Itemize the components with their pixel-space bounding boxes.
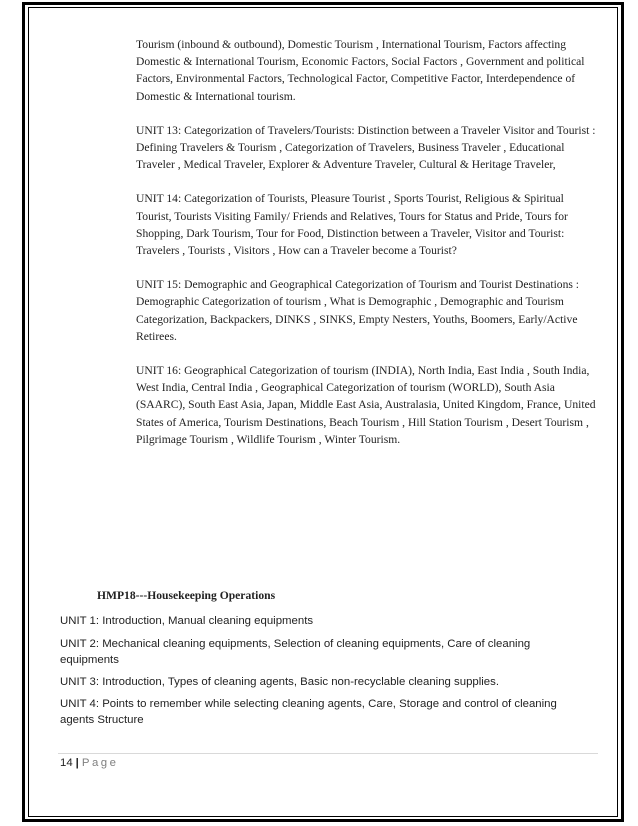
page-footer	[60, 757, 118, 769]
tourism-syllabus-block	[136, 36, 596, 448]
housekeeping-heading: HMP18---Housekeeping Operations	[97, 589, 276, 602]
page-number: 14	[60, 757, 73, 769]
unit-13-paragraph: UNIT 13: Categorization of Travelers/Tourists: Distinction between a Traveler Visitor and Tourist : Defining Travelers & Tourism , Categorization of Travelers, Business Traveler , Educational Traveler , Medical Traveler, Explorer & Adventure Traveler, Cultural & Heritage Traveler,	[136, 123, 596, 172]
housekeeping-unit-3: UNIT 3: Introduction, Types of cleaning agents, Basic non-recyclable cleaning supplies.	[60, 676, 500, 688]
unit-15-paragraph: UNIT 15: Demographic and Geographical Categorization of Tourism and Tourist Destinations :	[136, 278, 580, 292]
page-label: Page	[81, 757, 119, 769]
housekeeping-unit-4: UNIT 4: Points to remember while selecting cleaning agents, Care, Storage and control of cleaning agents Structure	[60, 698, 557, 726]
housekeeping-unit-1: UNIT 1: Introduction, Manual cleaning equipments	[60, 615, 314, 627]
unit-14-paragraph: UNIT 14: Categorization of Tourists, Pleasure Tourist , Sports Tourist, Religious & Spiritual Tourist, Tourists Visiting Family/ Friends and Relatives, Tours for Status and Pride, Tours for Shopping, Dark Tourism, Tour for Food, Distinction between a Traveler, Visitor and Tourist: Travelers , Tourists , Visitors , How can a Traveler become a Tourist?	[136, 192, 568, 258]
footer-divider	[58, 753, 598, 754]
unit-16-paragraph: UNIT 16: Geographical Categorization of tourism (INDIA), North India, East India , South India, West India, Central India , Geographical Categorization of tourism (WORLD), South Asia (SAARC), South East Asia, Japan, Middle East Asia, Australasia, United Kingdom, France, United States of America, Tourism Destinations, Beach Tourism , Hill Station Tourism , Desert Tourism , Pilgrimage Tourism , Wildlife Tourism , Winter Tourism.	[136, 364, 596, 446]
footer-separator: |	[75, 757, 79, 769]
intro-paragraph: Tourism (inbound & outbound), Domestic Tourism , International Tourism, Factors affecting Domestic & International Tourism, Economic Factors, Social Factors , Government and political Factors, Environmental Factors, Technological Factor, Competitive Factor, Interdependence of Domestic & International tourism.	[136, 38, 585, 103]
unit-15-detail: Demographic Categorization of tourism , What is Demographic , Demographic and Tourism Categorization, Backpackers, DINKS , SINKS, Empty Nesters, Youths, Boomers, Early/Active Retirees.	[136, 295, 578, 343]
housekeeping-unit-2: UNIT 2: Mechanical cleaning equipments, Selection of cleaning equipments, Care of cleaning equipments	[60, 638, 531, 666]
